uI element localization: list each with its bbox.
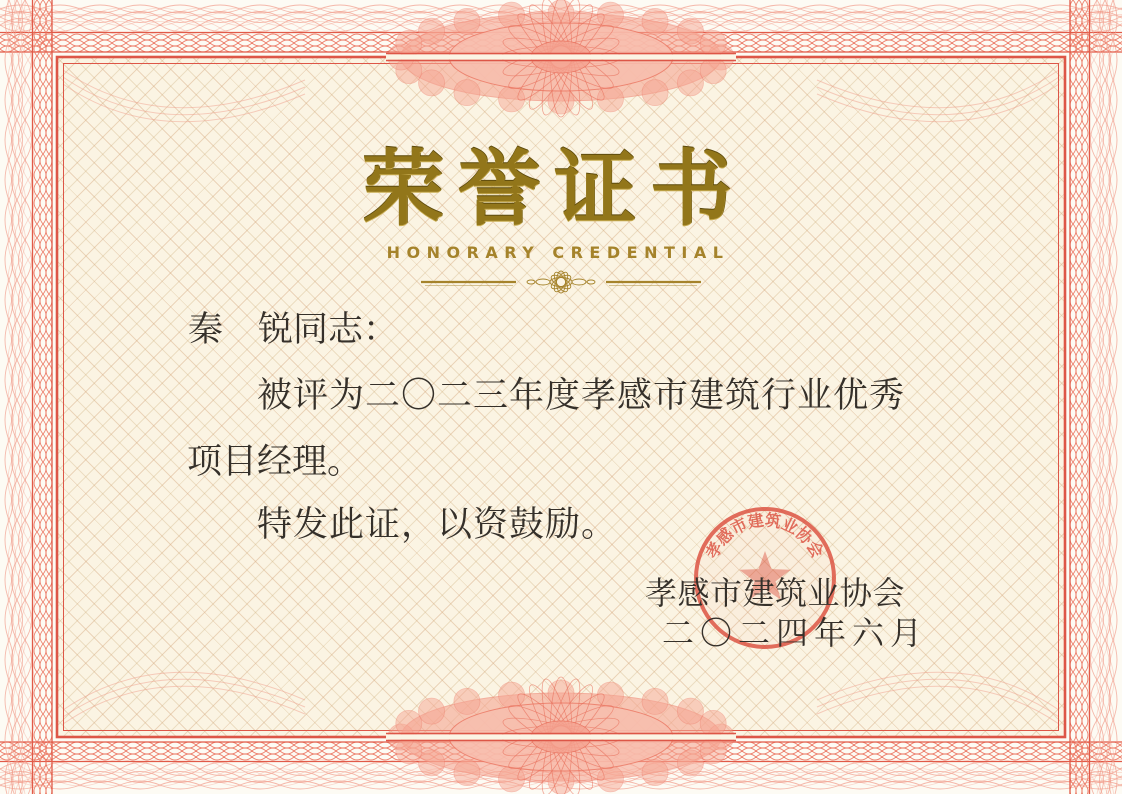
citation-line-2: 项目经理。 — [187, 442, 363, 482]
certificate-subtitle: HONORARY CREDENTIAL — [386, 243, 730, 262]
issuer-name: 孝感市建筑业协会 — [645, 574, 906, 612]
citation-line-3: 特发此证，以资鼓励。 — [257, 505, 618, 545]
seal-arc-text: 孝感市建筑业协会 — [702, 510, 828, 562]
issue-date: 二〇二四年六月 — [662, 614, 929, 652]
certificate-title: 荣誉证书 — [361, 141, 746, 237]
citation-line-1: 被评为二〇二三年度孝感市建筑行业优秀 — [257, 376, 906, 416]
gold-divider-ornament — [421, 268, 701, 296]
recipient-salutation: 秦 锐同志： — [188, 310, 399, 350]
